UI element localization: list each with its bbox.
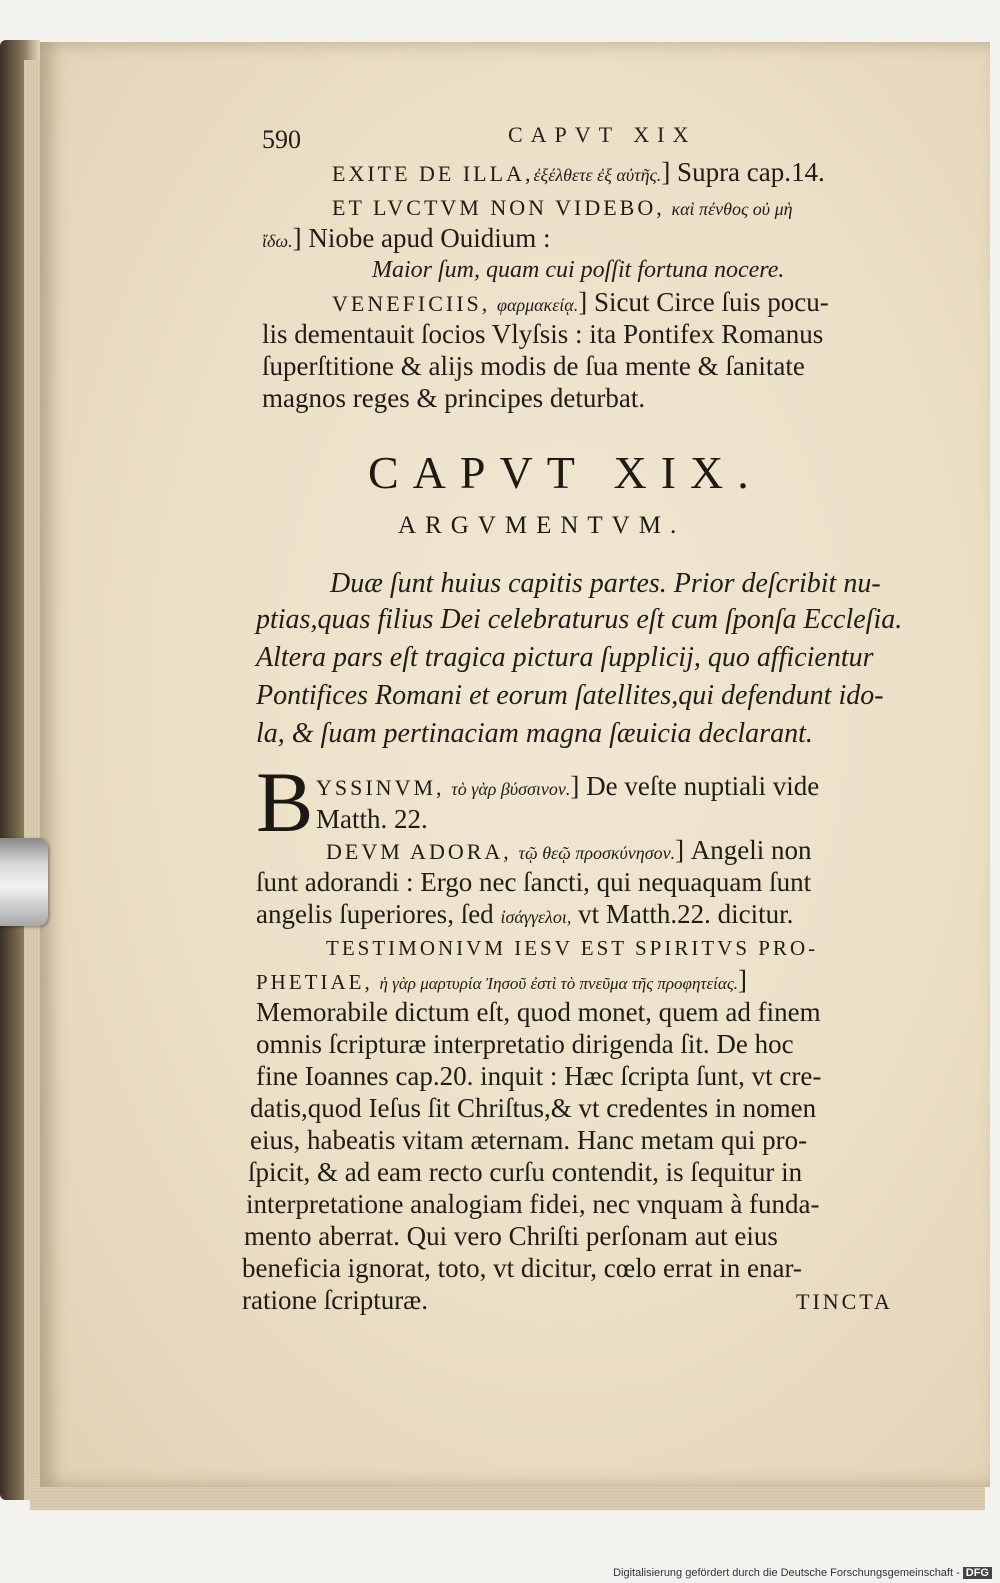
dfg-logo: DFG xyxy=(963,1567,992,1579)
text-line: lis dementauit ſocios Vlyſsis : ita Pontifex Romanus xyxy=(262,319,824,349)
text-line: beneficia ignorat, toto, vt dicitur, cœlo errat in enar- xyxy=(242,1253,802,1283)
text-line: ET LVCTVM NON VIDEBO, καὶ πένθος οὐ μὴ xyxy=(332,195,793,220)
argument-line: ptias,quas filius Dei celebraturus eſt cum ſponſa Eccleſia. xyxy=(256,604,903,635)
text-line: ratione ſcripturæ. xyxy=(242,1285,428,1315)
text-line: datis,quod Ieſus ſit Chriſtus,& vt credentes in nomen xyxy=(250,1093,817,1123)
text-line: EXITE DE ILLA,ἐξέλθετε ἐξ αὐτῆς.] Supra cap.14. xyxy=(332,157,825,187)
catchword: TINCTA xyxy=(796,1289,893,1314)
text-line: ἴδω.] Niobe apud Ouidium : xyxy=(262,223,551,253)
text-line: fine Ioannes cap.20. inquit : Hæc ſcripta ſunt, vt cre- xyxy=(256,1061,822,1091)
text-line: magnos reges & principes deturbat. xyxy=(262,383,646,413)
text-line: Memorabile dictum eſt, quod monet, quem ad finem xyxy=(256,997,821,1027)
chapter-title: CAPVT XIX. xyxy=(368,447,763,498)
verse-quote: Maior ſum, quam cui poſſit fortuna nocere. xyxy=(372,257,785,283)
digitization-credit xyxy=(613,1567,992,1579)
argument-line: la, & ſuam pertinaciam magna ſæuicia declarant. xyxy=(256,718,813,749)
text-line: VENEFICIIS, φαρμακείᾳ.] Sicut Circe ſuis pocu- xyxy=(332,287,829,317)
text-line: DEVM ADORA, τῷ θεῷ προσκύνησον.] Angeli non xyxy=(326,835,812,865)
page-clip xyxy=(0,838,48,926)
argument-line: Pontifices Romani et eorum ſatellites,qui defendunt ido- xyxy=(256,680,884,711)
text-line: angelis ſuperiores, ſed ἰσάγγελοι, vt Matth.22. dicitur. xyxy=(256,899,794,929)
text-line: PHETIAE, ἡ γὰρ μαρτυρία Ἰησοῦ ἐστὶ τὸ πνεῦμα τῆς προφητείας.] xyxy=(256,965,747,995)
argument-line: Altera pars eſt tragica pictura ſupplicij, quo afficientur xyxy=(256,642,874,673)
running-head-title: CAPVT XIX xyxy=(508,122,697,147)
text-line: Matth. 22. xyxy=(316,804,428,834)
text-line: eius, habeatis vitam æternam. Hanc metam qui pro- xyxy=(250,1125,808,1155)
text-line: interpretatione analogiam fidei, nec vnquam à funda- xyxy=(246,1189,820,1219)
drop-cap: B xyxy=(256,754,314,850)
page-number: 590 xyxy=(262,125,301,154)
text-line: YSSINVM, τὸ γὰρ βύσσινον.] De veſte nuptiali vide xyxy=(316,771,820,801)
text-line: ſuperſtitione & alijs modis de ſua mente & ſanitate xyxy=(262,351,805,381)
text-line: TESTIMONIVM IESV EST SPIRITVS PRO- xyxy=(326,936,819,960)
text-line: ſunt adorandi : Ergo nec ſancti, qui nequaquam ſunt xyxy=(256,867,812,897)
text-line: ſpicit, & ad eam recto curſu contendit, is ſequitur in xyxy=(248,1157,803,1187)
text-line: omnis ſcripturæ interpretatio dirigenda ſit. De hoc xyxy=(256,1029,794,1059)
argument-line: Duæ ſunt huius capitis partes. Prior deſcribit nu- xyxy=(330,568,881,599)
text-line: mento aberrat. Qui vero Chriſti perſonam aut eius xyxy=(244,1221,778,1251)
credit-text: Digitalisierung gefördert durch die Deutsche Forschungsgemeinschaft - xyxy=(613,1567,960,1579)
chapter-subtitle: ARGVMENTVM. xyxy=(398,512,686,539)
